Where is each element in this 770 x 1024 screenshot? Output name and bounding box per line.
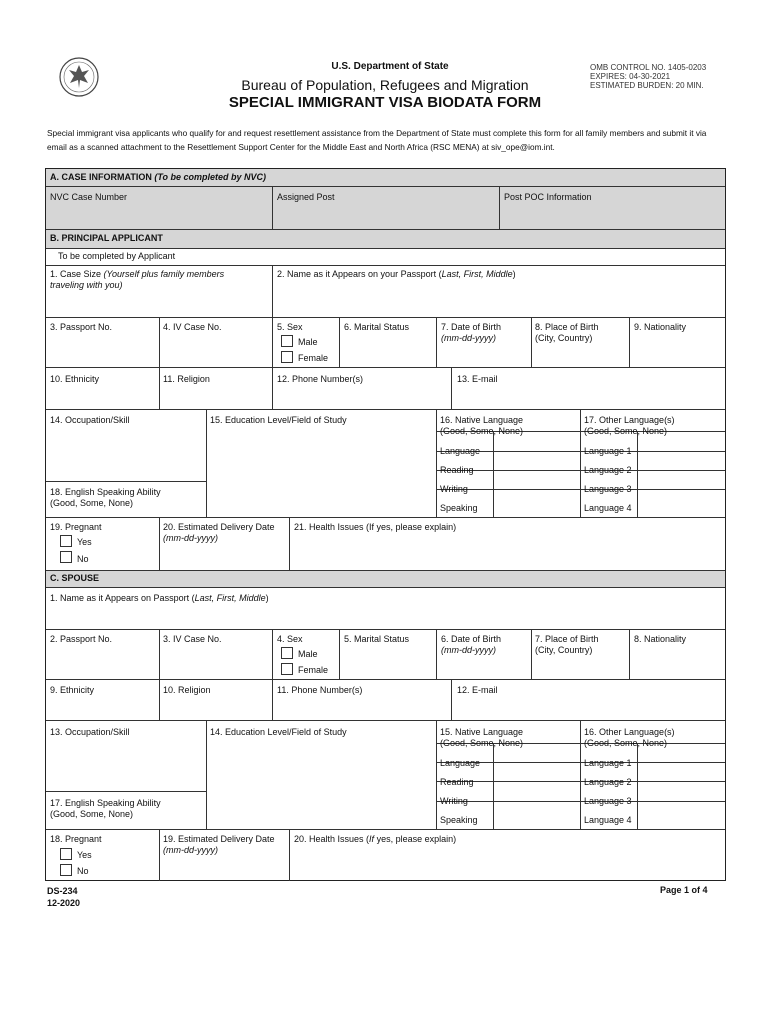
pregnant-no-checkbox[interactable]: [60, 551, 72, 563]
spouse-language2-label: Language 2: [584, 777, 632, 787]
email-label: 13. E-mail: [457, 374, 498, 384]
assigned-post-label: Assigned Post: [277, 192, 335, 202]
spouse-nationality-label: 8. Nationality: [634, 634, 687, 644]
spouse-female-label: Female: [298, 665, 329, 675]
phone-label: 12. Phone Number(s): [277, 374, 364, 384]
spouse-phone-label: 11. Phone Number(s): [277, 685, 363, 695]
dob-label: 7. Date of Birth (mm-dd-yyyy): [441, 322, 502, 343]
form-grid: [45, 168, 726, 881]
spouse-delivery-date-label: 19. Estimated Delivery Date (mm-dd-yyyy): [163, 834, 275, 855]
omb-expires: EXPIRES: 04-30-2021: [590, 72, 671, 81]
sectionB-title: B. PRINCIPAL APPLICANT: [50, 233, 163, 243]
omb-burden: ESTIMATED BURDEN: 20 MIN.: [590, 81, 704, 90]
form-number: [47, 885, 80, 909]
spouse-pregnant-yes-checkbox[interactable]: [60, 848, 72, 860]
spouse-email-label: 12. E-mail: [457, 685, 498, 695]
form-title: SPECIAL IMMIGRANT VISA BIODATA FORM: [228, 94, 542, 111]
department-seal-icon: [58, 56, 100, 98]
nvc-case-number-label: NVC Case Number: [50, 192, 128, 202]
other-languages-label: 17. Other Language(s) (Good, Some, None): [584, 415, 675, 436]
spouse-passport-label: 2. Passport No.: [50, 634, 113, 644]
native-language-label: 16. Native Language (Good, Some, None): [440, 415, 524, 436]
speaking-row-label: Speaking: [440, 503, 478, 513]
bureau-name: Bureau of Population, Refugees and Migration: [241, 77, 529, 93]
post-poc-label: Post POC Information: [504, 192, 592, 202]
spouse-education-label: 14. Education Level/Field of Study: [210, 727, 347, 737]
iv-case-no-label: 4. IV Case No.: [163, 322, 222, 332]
english-ability-label: 18. English Speaking Ability (Good, Some, None): [50, 487, 161, 508]
pregnant-no-label: No: [77, 554, 89, 564]
spouse-pregnant-no-checkbox[interactable]: [60, 864, 72, 876]
spouse-language4-label: Language 4: [584, 815, 632, 825]
spouse-male-label: Male: [298, 649, 318, 659]
health-issues-label: 21. Health Issues (If yes, please explain): [294, 522, 457, 532]
occupation-label: 14. Occupation/Skill: [50, 415, 130, 425]
omb-info: [590, 63, 706, 90]
spouse-pregnant-label: 18. Pregnant: [50, 834, 102, 844]
delivery-date-label: 20. Estimated Delivery Date (mm-dd-yyyy): [163, 522, 275, 543]
department-name: U.S. Department of State: [331, 61, 449, 72]
spouse-english-ability-label: 17. English Speaking Ability (Good, Some, None): [50, 798, 161, 819]
sectionC-title: C. SPOUSE: [50, 573, 100, 583]
form-date: 12-2020: [47, 898, 81, 908]
pregnant-yes-label: Yes: [77, 537, 92, 547]
spouse-speaking-row-label: Speaking: [440, 815, 478, 825]
spouse-female-checkbox[interactable]: [281, 663, 293, 675]
male-checkbox[interactable]: [281, 335, 293, 347]
ethnicity-label: 10. Ethnicity: [50, 374, 100, 384]
spouse-language3-label: Language 3: [584, 796, 632, 806]
language4-label: Language 4: [584, 503, 632, 513]
form-id: DS-234: [47, 886, 78, 896]
spouse-name-label: 1. Name as it Appears on Passport (Last, First, Middle): [50, 593, 269, 603]
spouse-native-language-label: 15. Native Language (Good, Some, None): [440, 727, 524, 748]
language2-label: Language 2: [584, 465, 632, 475]
omb-control: OMB CONTROL NO. 1405-0203: [590, 63, 707, 72]
spouse-pregnant-no-label: No: [77, 866, 89, 876]
spouse-male-checkbox[interactable]: [281, 647, 293, 659]
sectionA-fields-bg: [46, 186, 725, 229]
spouse-religion-label: 10. Religion: [163, 685, 211, 695]
pregnant-label: 19. Pregnant: [50, 522, 102, 532]
spouse-dob-label: 6. Date of Birth (mm-dd-yyyy): [441, 634, 502, 655]
pregnant-yes-checkbox[interactable]: [60, 535, 72, 547]
spouse-language-row-label: Language: [440, 758, 481, 768]
spouse-reading-row-label: Reading: [440, 777, 474, 787]
spouse-marital-label: 5. Marital Status: [344, 634, 410, 644]
language3-label: Language 3: [584, 484, 632, 494]
passport-name-label: 2. Name as it Appears on your Passport (Last, First, Middle): [277, 269, 516, 279]
pob-label: 8. Place of Birth (City, Country): [535, 322, 599, 343]
spouse-pob-label: 7. Place of Birth (City, Country): [535, 634, 599, 655]
female-label: Female: [298, 353, 329, 363]
sectionA-title: A. CASE INFORMATION (To be completed by NVC): [50, 172, 267, 182]
sectionC-header-bg: [46, 570, 725, 587]
intro-text: Special immigrant visa applicants who qualify for and request resettlement assistance from the Department of State must complete this form for all family members and submit it via email as a scanned attachment to the Resettlement Support Center for the Middle East and North Africa (RSC MENA) at siv_ope@iom.int.: [47, 128, 707, 152]
female-checkbox[interactable]: [281, 351, 293, 363]
spouse-occupation-label: 13. Occupation/Skill: [50, 727, 130, 737]
spouse-sex-label: 4. Sex: [277, 634, 303, 644]
nationality-label: 9. Nationality: [634, 322, 687, 332]
reading-row-label: Reading: [440, 465, 474, 475]
sex-label: 5. Sex: [277, 322, 303, 332]
religion-label: 11. Religion: [163, 374, 210, 384]
to-be-completed-label: To be completed by Applicant: [58, 251, 176, 261]
writing-row-label: Writing: [440, 484, 468, 494]
passport-no-label: 3. Passport No.: [50, 322, 113, 332]
spouse-other-languages-label: 16. Other Language(s) (Good, Some, None): [584, 727, 675, 748]
language1-label: Language 1: [584, 446, 632, 456]
language-row-label: Language: [440, 446, 481, 456]
page-number: Page 1 of 4: [660, 885, 708, 895]
spouse-language1-label: Language 1: [584, 758, 632, 768]
spouse-iv-label: 3. IV Case No.: [163, 634, 222, 644]
spouse-health-issues-label: 20. Health Issues (If yes, please explain): [294, 834, 457, 844]
education-label: 15. Education Level/Field of Study: [210, 415, 347, 425]
spouse-pregnant-yes-label: Yes: [77, 850, 92, 860]
spouse-ethnicity-label: 9. Ethnicity: [50, 685, 95, 695]
marital-status-label: 6. Marital Status: [344, 322, 410, 332]
case-size-label: 1. Case Size (Yourself plus family members traveling with you): [50, 269, 225, 290]
male-label: Male: [298, 337, 318, 347]
spouse-writing-row-label: Writing: [440, 796, 468, 806]
